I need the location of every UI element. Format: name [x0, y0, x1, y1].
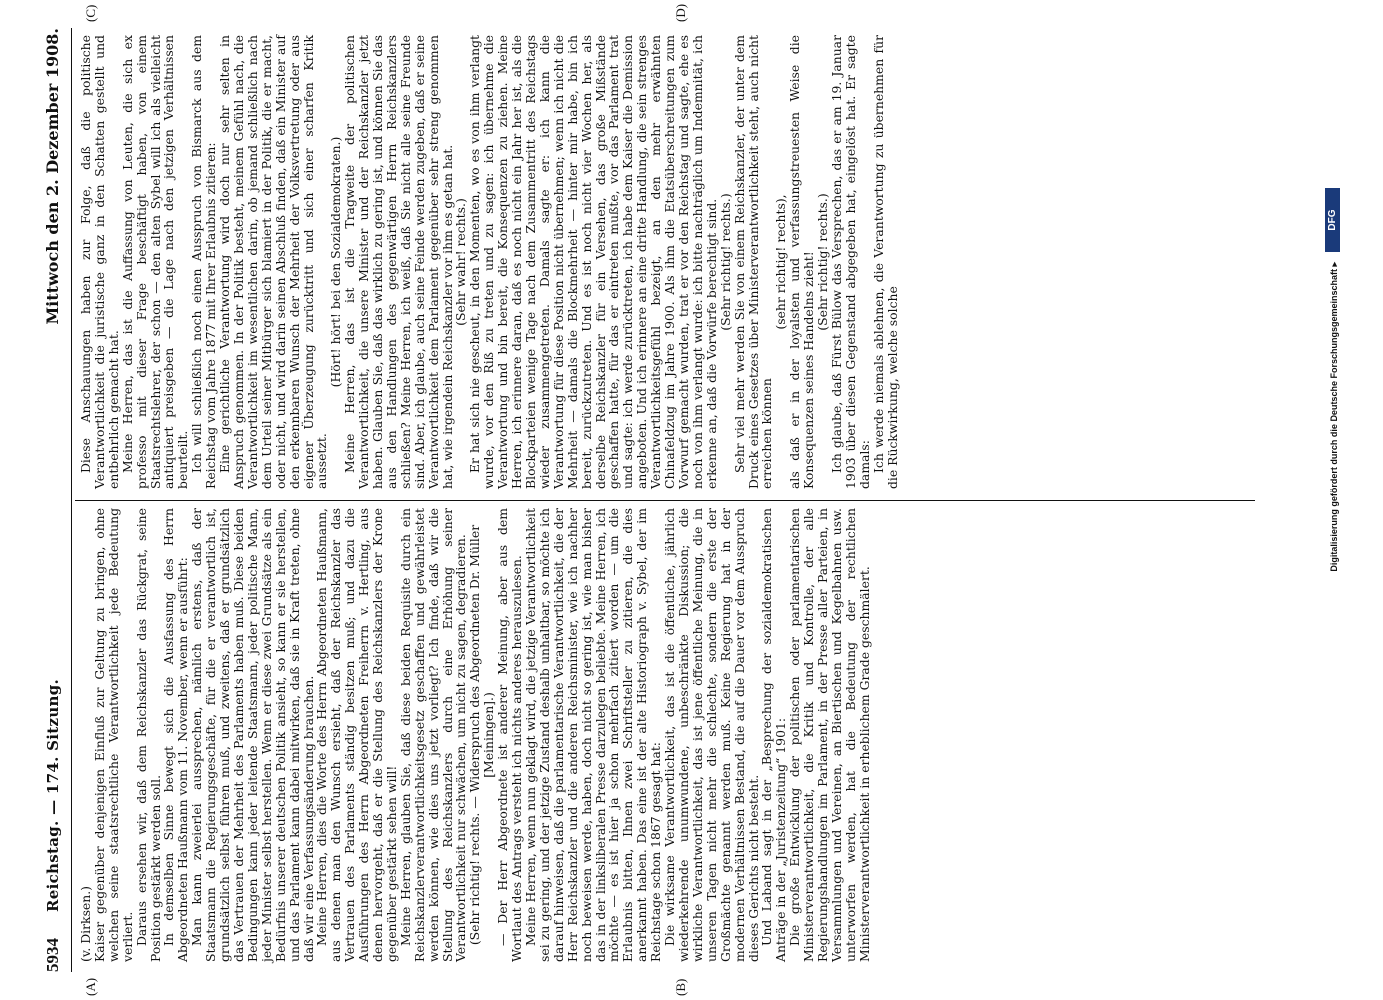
quotation: Die wirksame Verantwortlichkeit, das ist die öffentliche, jährlich wiederkehrende unumwundene, unbeschränkte Diskussion; die wirkliche Verantwortlichkeit, das ist jene öffentliche Meinung, die in unseren Tagen nicht mehr die schlechte, sondern die erste der Großmächte genannt werden muß. Keine Regierung hat in der modernen Verhältnissen Bestand, die auf die Dauer vor dem Ausspruch dieses Gerichts nicht besteht. [662, 508, 761, 962]
paragraph: Meine Herren, wenn nun geklagt wird, die jetzige Verantwortlichkeit sei zu gering, und der jetzige Zustand deshalb unhaltbar, so möchte ich darauf hinweisen, daß die parlamentarische Verantwortlichkeit, die der Herr Reichskanzler und die anderen Reichsminister, wie ich nachher noch beweisen werde, haben, doch nicht so gering ist, wie man bisher das in der linksliberalen Presse darzulegen beliebte. Meine Herren, ich möchte — es ist hier ja schon mehrfach zitiert worden — um die Erlaubnis bitten, Ihnen zwei Schriftsteller zu zitieren, die dies anerkannt haben. Das eine ist der alte Historiograph v. Sybel, der im Reichstage schon 1867 gesagt hat: [523, 508, 664, 962]
paragraph: als daß er in der loyalsten und verfassungstreuesten Weise die Konsequenzen seines Handelns zieht! [787, 35, 817, 489]
margin-letter-a: (A) [83, 977, 98, 996]
paragraph: Meine Herren, dies die Worte des Herrn Abgeordneten Haußmann, aus denen man den Wunsch ersieht, daß der Reichskanzler das Vertrauen des Parlaments ständig besitzen muß; und dazu die Ausführungen des Herrn Abgeordneten Freiherrn v. Hertling, aus denen hervorgeht, daß er die Stellung des Reichskanzlers der Krone gegenüber gestärkt sehen will! [314, 508, 399, 962]
running-title: Reichstag. — 174. Sitzung. [44, 678, 62, 912]
paragraph: — Der Herr Abgeordnete ist anderer Meinung, aber aus dem Wortlaut des Antrags versteht ich nichts anderes herauszulesen. [495, 508, 525, 962]
paragraph: Kaiser gegenüber denjenigen Einfluß zur Geltung zu bringen, ohne welchen seine staatsrechtliche Verantwortlichkeit jede Bedeutung verliert. [91, 508, 135, 962]
quotation: Die große Entwicklung der politischen oder parlamentarischen Ministerverantwortlichkeit, die Kritik und Kontrolle, der alle Regierungshandlungen im Parlament, in der Presse aller Parteien, in Versammlungen und Vereinen, an Biertischen und Kegelbahnen usw. unterworfen werden, hat die Bedeutung der rechtlichen Ministerverantwortlichkeit in erheblichem Grade geschmälert. [787, 508, 872, 962]
quotation: Eine gerichtliche Verantwortung wird doch nur sehr selten in Anspruch genommen. In der Politik besteht, meinem Gefühl nach, die Verantwortlichkeit im wesentlichen darin, ob jemand schließlich nach dem Urteil seiner Mitbürger sich blamiert in der Politik, die er macht, oder nicht, und wird darin seinen Abschluß finden, daß ein Minister auf den erkennbaren Wunsch der Mehrheit der Volksvertretung oder aus eigener Überzeugung zurücktritt und sich einer scharfen Kritik aussetzt. [217, 35, 330, 489]
page-number: 5934 [43, 938, 62, 972]
speaker-tag: (v. Dirksen.) [78, 885, 93, 962]
paragraph: Meine Herren, das ist die Auffassung von Leuten, die sich ex professo mit dieser Frage beschäftigt haben, von einem Staatsrechtslehrer, der schon — den alten Sybel will ich als vielleicht antiquiert preisgeben — die Lage nach den jetzigen Verhältnissen beurteilt. [119, 35, 191, 489]
interjection: (Hört! hört! bei den Sozialdemokraten.) [328, 136, 344, 388]
paragraph: Und Laband sagt in der „Besprechung der sozialdemokratischen Anträge in der „Juristenzeitung“ 1901: [759, 508, 789, 962]
interjection: (sehr richtig! rechts), [773, 194, 789, 330]
paragraph: Ich glaube, daß Fürst Bülow das Versprechen, das er am 19. Januar 1903 über diesen Gegenstand abgegeben hat, eingelöst hat. Er sagte damals: [828, 35, 872, 489]
margin-letter-d: (D) [673, 3, 688, 22]
quotation: Ich werde niemals ablehnen, die Verantwortung zu übernehmen für die Rückwirkung, welche solche [870, 35, 900, 489]
interjection: (Sehr richtig! rechts.) [717, 193, 733, 331]
quotation: Man kann zweierlei aussprechen, nämlich erstens, daß der Staatsmann die Regierungsgeschäfte, für die er verantwortlich ist, grundsätzlich selbst führen muß, und zweitens, daß er grundsätzlich das Vertrauen der Mehrheit des Parlaments haben muß. Diese beiden Bedingungen kann jeder leitende Staatsmann, jeder politische Mann, jeder Minister selbst herstellen. Wenn er diese zwei Grundsätze als ein Bedürfnis unserer deutschen Politik ansieht, so kann er sie herstellen, und das Parlament kann dabei mitwirken, daß sie in Kraft treten, ohne daß wir eine Verfassungsänderung brauchen. [189, 508, 316, 962]
paragraph: Daraus ersehen wir, daß dem Reichskanzler das Rückgrat, seine Position gestärkt werden soll. [133, 508, 163, 962]
paragraph: Sehr viel mehr werden Sie von einem Reichskanzler, der unter dem Druck eines Gesetzes über Ministerverantwortlichkeit steht, auch nicht erreichen können [731, 35, 775, 489]
interjection: (Sehr wahr! rechts.) [453, 198, 469, 326]
quotation: Diese Anschauungen haben zur Folge, daß die politische Verantwortlichkeit die juristische ganz in den Schatten gestellt und entbehrlich gemacht hat. [78, 35, 121, 489]
right-column [79, 35, 899, 489]
rotated-page [35, 3, 1347, 996]
paragraph: Ich will schließlich noch einen Ausspruch von Bismarck aus dem Reichstag vom Jahre 1877 mit Ihrer Erlaubnis zitieren: [189, 35, 219, 489]
digitization-credit: Digitalisierung gefördert durch die Deutsche Forschungsgemeinschaft ▸ [1329, 262, 1339, 572]
left-column [79, 508, 872, 962]
interjection: (Sehr richtig! rechts.) [815, 193, 831, 331]
session-date: Mittwoch den 2. Dezember 1908. [43, 28, 62, 325]
page-header [43, 28, 69, 972]
column-divider [75, 500, 1255, 501]
margin-letter-c: (C) [83, 4, 98, 22]
header-rule [71, 28, 72, 972]
paragraph: Meine Herren, das ist die Tragweite der politischen Verantwortlichkeit, die unsere Minister und der Reichskanzler jetzt haben. Glauben Sie, daß das wirklich zu gering ist, und können Sie das aus den Handlungen des gegenwärtigen Herrn Reichskanzlers schließen? Meine Herren, ich weiß, daß Sie nicht alle seine Freunde sind. Aber, ich glaube, auch seine Feinde werden zugeben, daß er seine Verantwortlichkeit dem Parlament gegenüber sehr streng genommen hat, wie irgendein Reichskanzler vor ihm es getan hat. [342, 35, 455, 489]
interjection: (Sehr richtig! rechts. — Widerspruch des Abgeordneten Dr. Müller [Meiningen].) [467, 524, 497, 946]
paragraph: Er hat sich nie gescheut, in den Momenten, wo es von ihm verlangt wurde, vor den Riß zu treten und zu sagen: ich übernehme die Verantwortung und bin bereit, die Konsequenzen zu ziehen. Meine Herren, ich erinnere daran, daß es noch nicht ein Jahr her ist, als die Blockparteien wenige Tage nach dem Zusammentritt des Reichstags wieder zusammengetreten. Damals sagte er: ich kann die Verantwortung für diese Position nicht übernehmen; wenn ich nicht die Mehrheit — damals die Blockmehrheit — hinter mir habe, bin ich bereit, zurückzutreten. Und es ist noch nicht vier Wochen her, als derselbe Reichskanzler für ein Versehen, das große Mißstände geschaffen hatte, für das er eintreten mußte, vor das Parlament trat und sagte: ich werde zurücktreten, ich habe dem Kaiser die Demission angeboten. Und ich erinnere an eine dritte Handlung, die sein strenges Verantwortlichkeitsgefühl bezeigt, an den mehr erwähnten Chinafeldzug im Jahre 1900. Als ihm die Etatsüberschreitungen zum Vorwurf gemacht wurden, trat er vor den Reichstag und sagte, ehe es noch von ihm verlangt wurde: ich bitte nachträglich um Indemnität, ich erkenne an, daß die Vorwürfe berechtigt sind. [467, 35, 719, 489]
margin-letter-b: (B) [673, 978, 688, 996]
paragraph: In demselben Sinne bewegt sich die Ausfassung des Herrn Abgeordneten Haußmann vom 11. November, wenn er ausführt: [161, 508, 191, 962]
paragraph: Meine Herren, glauben Sie, daß diese beiden Requisite durch ein Reichskanzlerverantwortlichkeitsgesetz geschaffen und gewährleistet werden können, wie dies uns jetzt vorliegt? Ich finde, daß wir die Stellung des Reichskanzlers durch eine Erhöhung seiner Verantwortlichkeit nur schwächen, um nicht zu sagen, degradieren. [397, 508, 469, 962]
dfg-logo: DFG [1325, 188, 1340, 252]
